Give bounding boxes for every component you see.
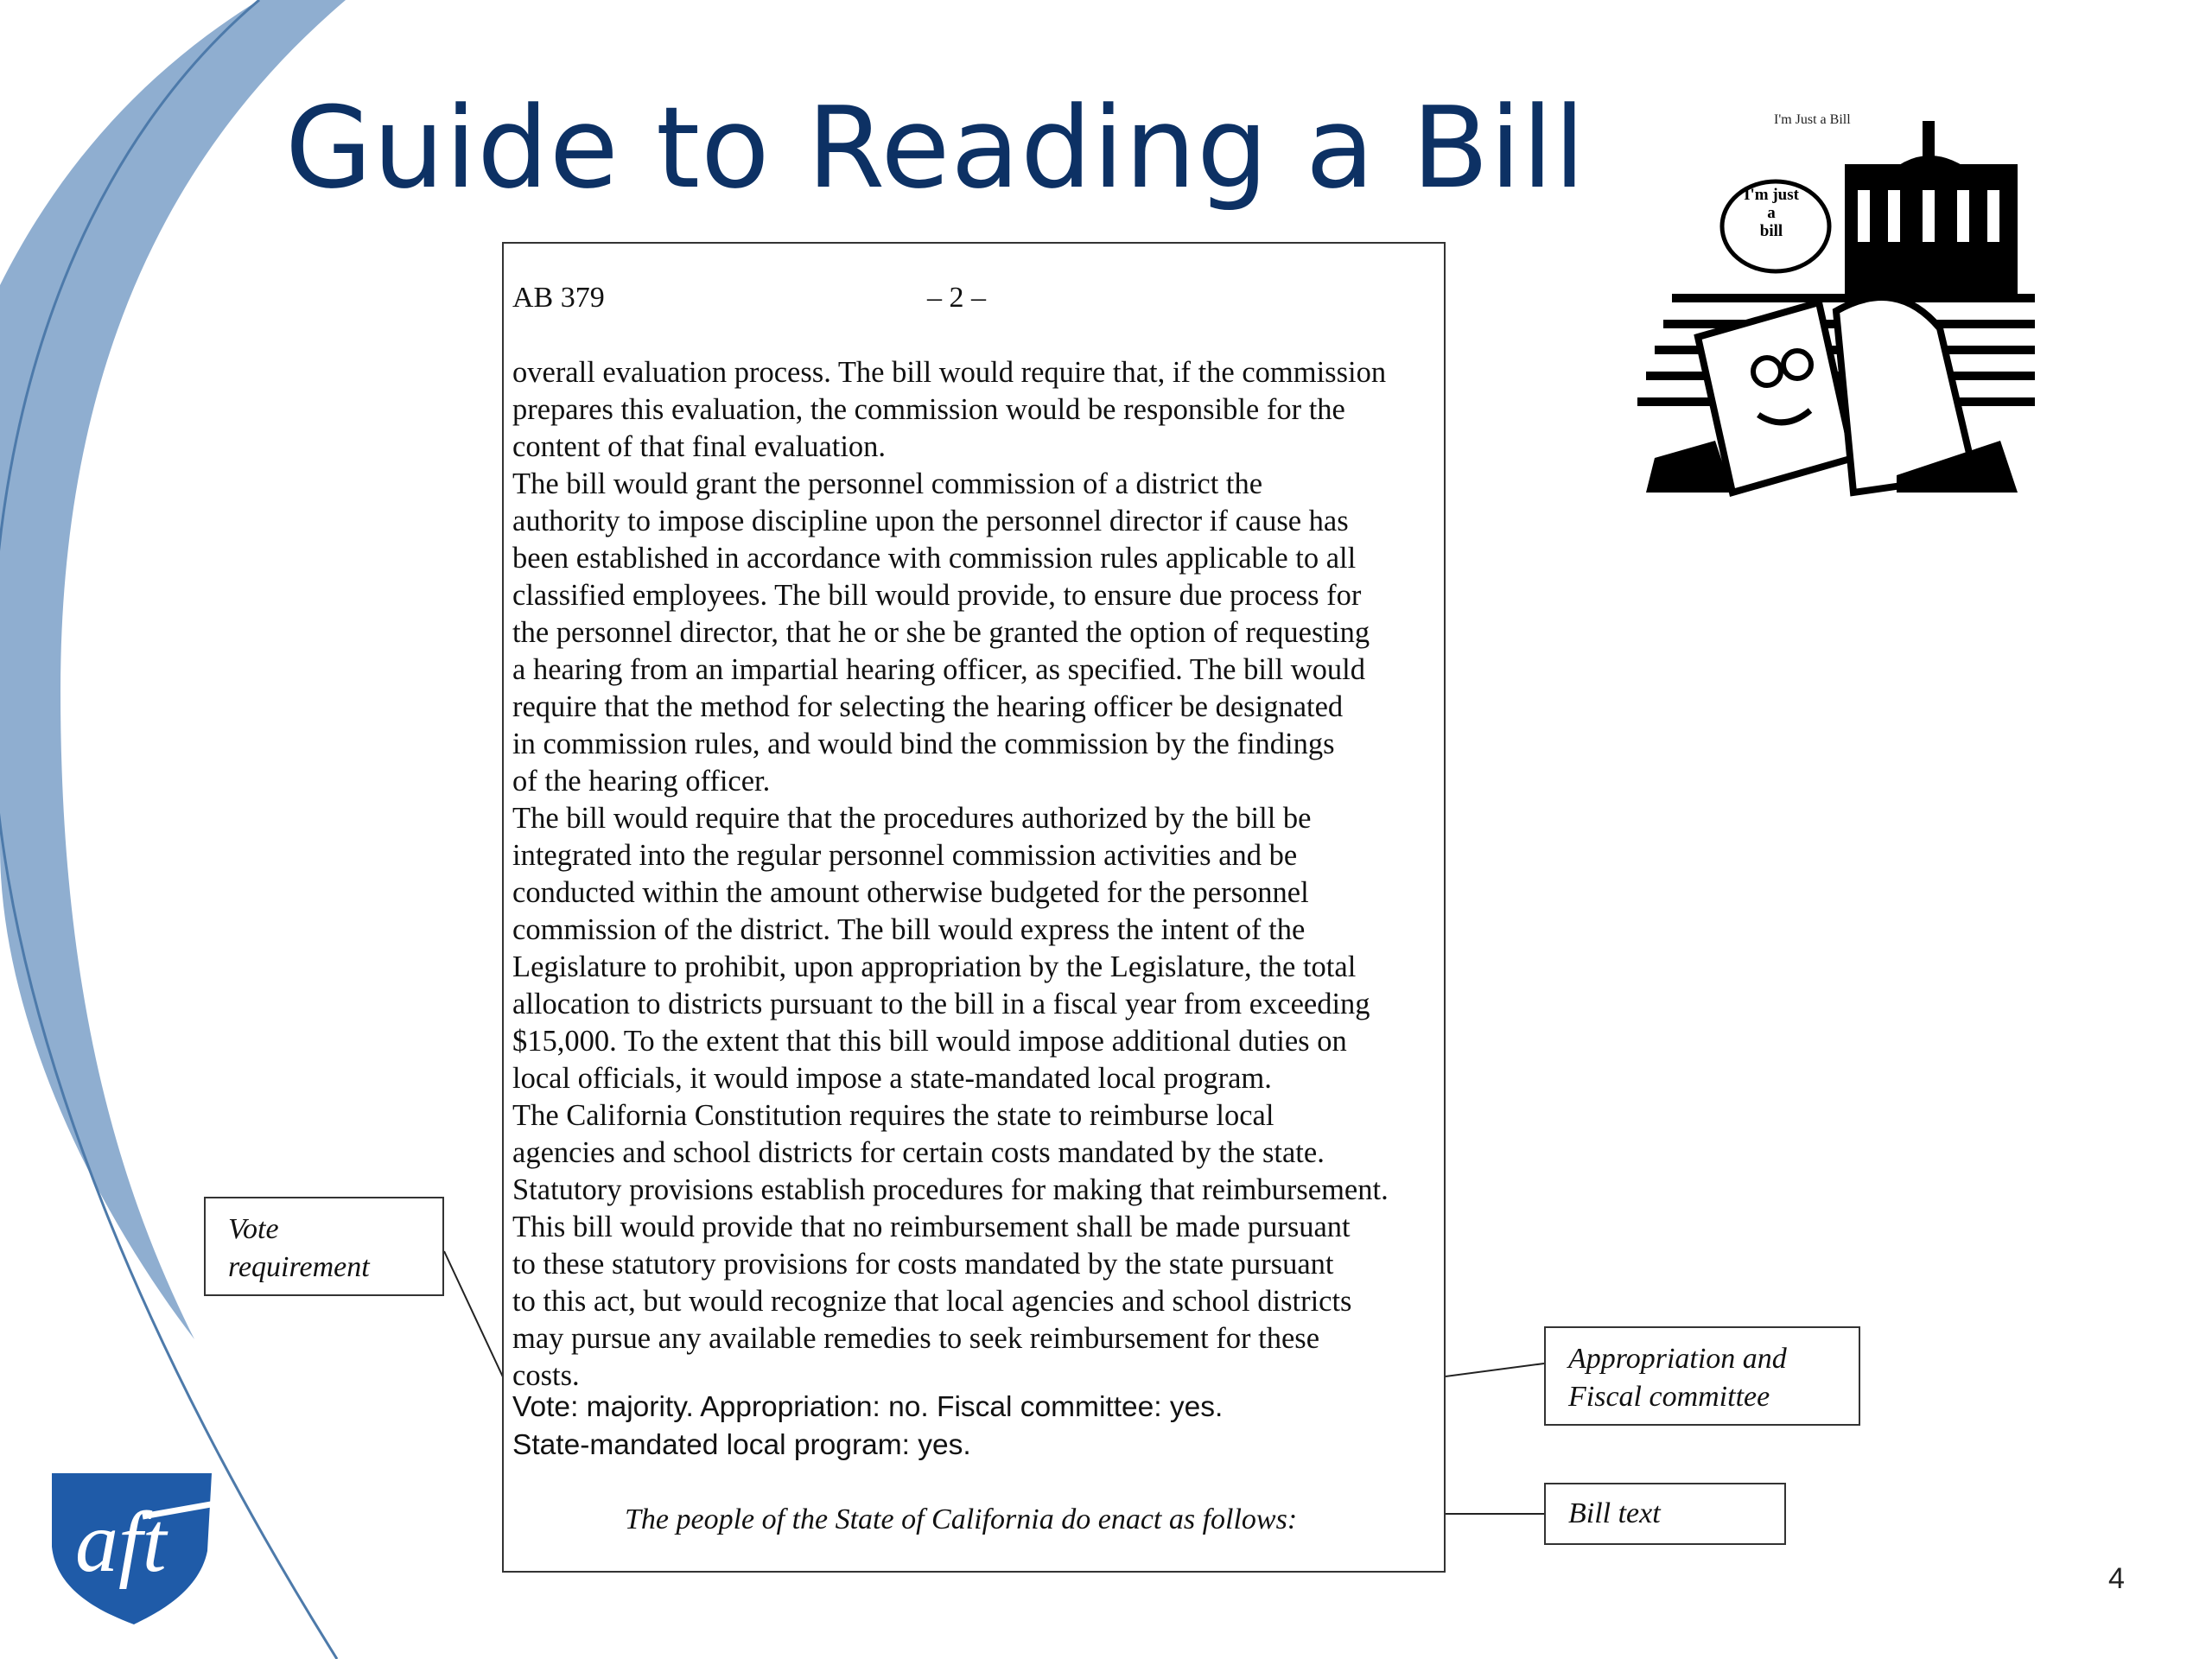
page-title: Guide to Reading a Bill bbox=[285, 82, 1586, 213]
bill-text-callout bbox=[1544, 1483, 1786, 1545]
body-line: costs. bbox=[512, 1359, 580, 1392]
body-line: classified employees. The bill would provide, to ensure due process for bbox=[512, 579, 1362, 612]
body-line: to these statutory provisions for costs mandated by the state pursuant bbox=[512, 1248, 1334, 1281]
state-mandated-line: State-mandated local program: yes. bbox=[512, 1429, 971, 1461]
bubble-line-1: I'm just bbox=[1744, 186, 1799, 204]
page-number: 4 bbox=[2108, 1562, 2125, 1595]
body-line: require that the method for selecting the hearing officer be designated bbox=[512, 690, 1344, 723]
aft-logo-text: aft bbox=[75, 1494, 167, 1590]
body-line: prepares this evaluation, the commission would be responsible for the bbox=[512, 393, 1345, 426]
bubble-line-2: a bbox=[1767, 204, 1776, 222]
body-line: been established in accordance with commission rules applicable to all bbox=[512, 542, 1357, 575]
body-line: local officials, it would impose a state-mandated local program. bbox=[512, 1062, 1272, 1095]
aft-logo-icon bbox=[48, 1469, 216, 1626]
body-line: agencies and school districts for certain costs mandated by the state. bbox=[512, 1136, 1325, 1169]
callout-line: Appropriation and bbox=[1568, 1343, 1787, 1375]
page-marker: – 2 – bbox=[927, 282, 986, 314]
callout-line: Fiscal committee bbox=[1568, 1381, 1770, 1413]
callout-line: Vote bbox=[228, 1213, 279, 1245]
vote-requirement-callout bbox=[204, 1197, 444, 1296]
body-line: the personnel director, that he or she be granted the option of requesting bbox=[512, 616, 1370, 649]
callout-line: Bill text bbox=[1568, 1497, 1661, 1529]
body-line: The bill would require that the procedures authorized by the bill be bbox=[512, 802, 1312, 835]
enacting-clause: The people of the State of California do enact as follows: bbox=[625, 1503, 1298, 1535]
body-line: content of that final evaluation. bbox=[512, 430, 887, 463]
body-line: conducted within the amount otherwise budgeted for the personnel bbox=[512, 876, 1309, 909]
bill-number: AB 379 bbox=[512, 282, 605, 314]
body-line: overall evaluation process. The bill would require that, if the commission bbox=[512, 356, 1387, 389]
cartoon-caption: I'm Just a Bill bbox=[1774, 112, 1851, 127]
speech-bubble-text bbox=[1724, 186, 1819, 240]
body-line: authority to impose discipline upon the personnel director if cause has bbox=[512, 505, 1349, 537]
vote-line: Vote: majority. Appropriation: no. Fiscal committee: yes. bbox=[512, 1391, 1224, 1423]
callout-line: requirement bbox=[228, 1251, 370, 1283]
vote-connector-line bbox=[444, 1251, 505, 1382]
bubble-line-3: bill bbox=[1759, 222, 1783, 240]
body-line: Legislature to prohibit, upon appropriation by the Legislature, the total bbox=[512, 950, 1357, 983]
bill-document bbox=[502, 242, 1446, 1573]
body-line: $15,000. To the extent that this bill would impose additional duties on bbox=[512, 1025, 1347, 1058]
body-line: The bill would grant the personnel commission of a district the bbox=[512, 467, 1263, 500]
body-line: of the hearing officer. bbox=[512, 765, 771, 798]
vote-digest bbox=[512, 1389, 1223, 1465]
body-line: commission of the district. The bill would express the intent of the bbox=[512, 913, 1306, 946]
bill-body bbox=[512, 354, 1437, 1395]
body-line: This bill would provide that no reimbursement shall be made pursuant bbox=[512, 1211, 1351, 1243]
body-line: integrated into the regular personnel commission activities and be bbox=[512, 839, 1298, 872]
body-line: a hearing from an impartial hearing officer, as specified. The bill would bbox=[512, 653, 1365, 686]
body-line: to this act, but would recognize that local agencies and school districts bbox=[512, 1285, 1352, 1318]
body-line: The California Constitution requires the state to reimburse local bbox=[512, 1099, 1274, 1132]
body-line: in commission rules, and would bind the commission by the findings bbox=[512, 728, 1335, 760]
appropriation-callout bbox=[1544, 1326, 1860, 1426]
body-line: Statutory provisions establish procedures for making that reimbursement. bbox=[512, 1173, 1389, 1206]
body-line: may pursue any available remedies to seek reimbursement for these bbox=[512, 1322, 1320, 1355]
im-just-a-bill-cartoon-image bbox=[1637, 112, 2048, 501]
body-line: allocation to districts pursuant to the bill in a fiscal year from exceeding bbox=[512, 988, 1370, 1020]
